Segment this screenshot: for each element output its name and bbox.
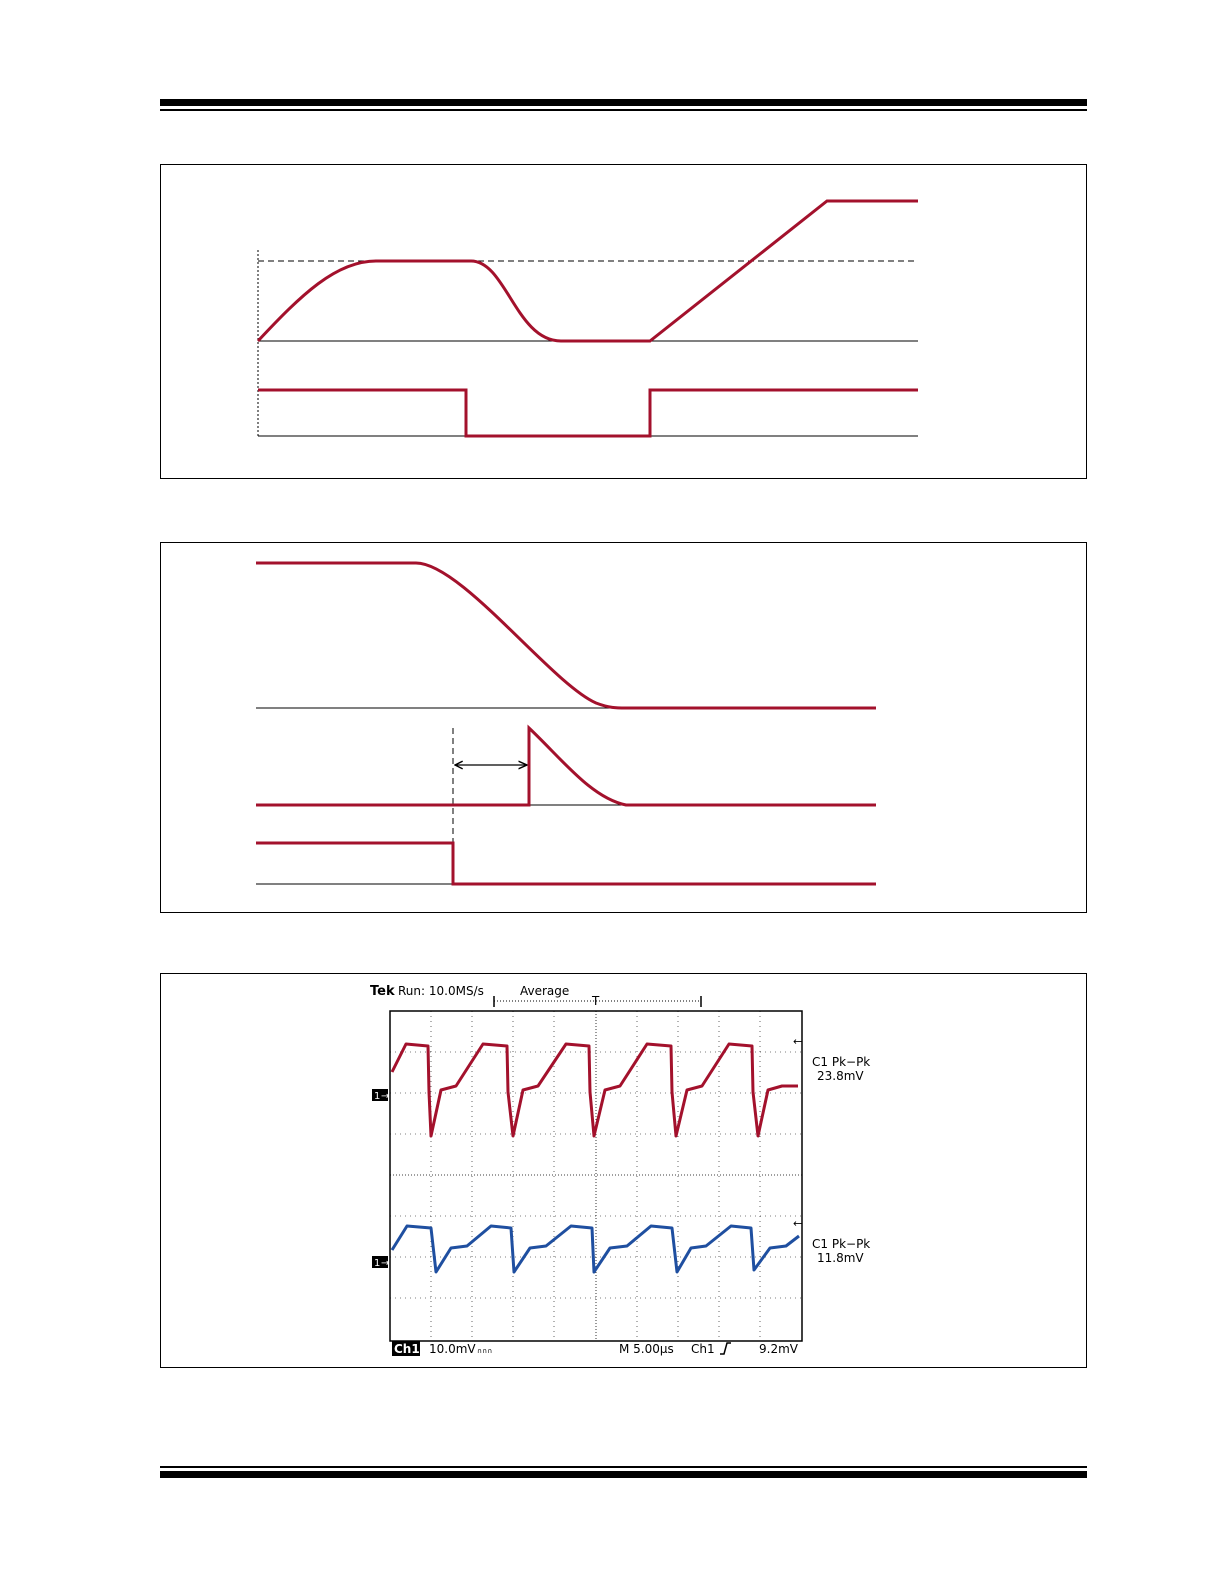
ch1-marker-upper: [372, 1089, 389, 1102]
footer-rule-thick: [160, 1471, 1087, 1478]
oscilloscope-panel: [160, 973, 1087, 1368]
timing-diagram-1-svg: [161, 165, 1088, 480]
timing-diagram-1: [160, 164, 1087, 479]
timing-diagram-2: [160, 542, 1087, 913]
trigger-level-arrow-upper: ←: [793, 1035, 803, 1048]
ch1-marker-lower: [372, 1256, 389, 1269]
svg-text:→: →: [381, 1091, 390, 1102]
trigger-position-marker: T: [592, 994, 600, 1008]
measurement-1-value: 23.8mV: [817, 1069, 864, 1083]
channel-label: Ch1: [394, 1342, 420, 1356]
measurement-2-value: 11.8mV: [817, 1251, 864, 1265]
rising-edge-icon: [720, 1343, 731, 1354]
svg-text:1: 1: [374, 1091, 381, 1102]
discharge-current-trace: [256, 728, 876, 805]
output-voltage-trace: [258, 201, 918, 341]
scope-acquisition-mode: Average: [520, 984, 570, 998]
svg-text:1: 1: [374, 1258, 381, 1269]
graticule: [390, 1011, 802, 1341]
channel-scale: 10.0mV: [429, 1342, 476, 1356]
enable-signal-trace: [258, 390, 918, 436]
output-voltage-fall-trace: [256, 563, 876, 708]
svg-text:→: →: [381, 1258, 390, 1269]
trigger-level-arrow-lower: ←: [793, 1217, 803, 1230]
header-rule-thick: [160, 99, 1087, 106]
scope-brand: Tek: [370, 984, 395, 999]
enable-fall-trace: [256, 843, 876, 884]
timebase-readout: M 5.00µs: [619, 1342, 674, 1356]
channel-scale-suffix: ∩∩∩: [477, 1347, 493, 1355]
oscilloscope-svg: [161, 974, 1088, 1369]
footer-rule-thin: [160, 1466, 1087, 1468]
ripple-trace-blue: [392, 1226, 799, 1272]
scope-run-status: Run: 10.0MS/s: [398, 984, 484, 998]
timing-diagram-2-svg: [161, 543, 1088, 914]
header-rule-thin: [160, 109, 1087, 111]
trigger-source: Ch1: [691, 1342, 715, 1356]
ripple-trace-red: [392, 1044, 798, 1136]
measurement-2-label: C1 Pk−Pk: [812, 1237, 871, 1251]
trigger-level-readout: 9.2mV: [759, 1342, 798, 1356]
measurement-1-label: C1 Pk−Pk: [812, 1055, 871, 1069]
